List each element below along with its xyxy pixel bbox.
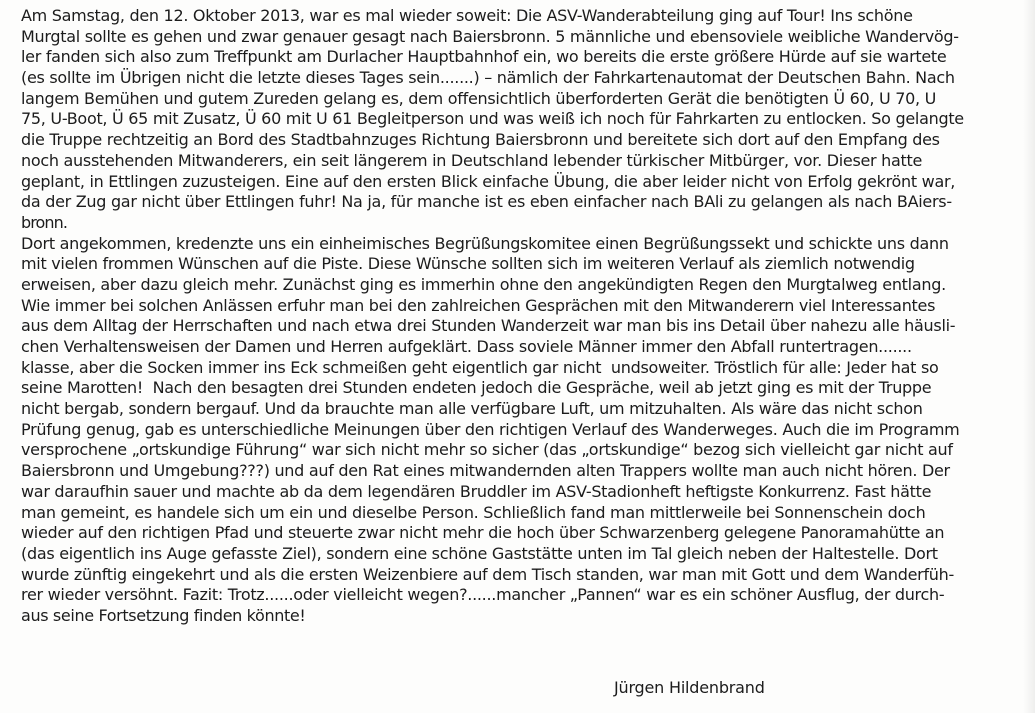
author-signature: Jürgen Hildenbrand <box>614 678 765 697</box>
article-line: Murgtal sollte es gehen und zwar genauer gesagt nach Baiersbronn. 5 männliche und ebensoviele weibliche Wandervög- <box>21 26 959 46</box>
article-line: versprochene „ortskundige Führung“ war sich nicht mehr so sicher (das „ortskundige“ bezog sich vielleicht gar nicht auf <box>21 440 953 460</box>
article-line: wurde zünftig eingekehrt und als die ersten Weizenbiere auf dem Tisch standen, war man mit Gott und dem Wanderfüh- <box>21 564 955 584</box>
article-line: erweisen, aber dazu gleich mehr. Zunächst ging es immerhin ohne den angekündigten Regen den Murgtalweg entlang. <box>21 274 946 294</box>
article-line: geplant, in Ettlingen zuzusteigen. Eine auf den ersten Blick einfache Übung, die aber leider nicht von Erfolg gekrönt war, <box>21 171 956 191</box>
article-line: (es sollte im Übrigen nicht die letzte dieses Tages sein.......) – nämlich der Fahrkartenautomat der Deutschen Bahn. Nach <box>21 68 955 88</box>
article-line: man gemeint, es handele sich um ein und dieselbe Person. Schließlich fand man mittlerweile bei Sonnenschein doch <box>21 502 926 522</box>
article-line: Dort angekommen, kredenzte uns ein einheimisches Begrüßungskomitee einen Begrüßungssekt und schickte uns dann <box>21 233 949 253</box>
article-line: die Truppe rechtzeitig an Bord des Stadtbahnzuges Richtung Baiersbronn und bereitete sich dort auf den Empfang des <box>21 130 940 150</box>
article-line: (das eigentlich ins Auge gefasste Ziel), sondern eine schöne Gaststätte unten im Tal gleich neben der Haltestelle. Dort <box>21 543 938 563</box>
article-line: bronn. <box>21 212 68 232</box>
article-line: nicht bergab, sondern bergauf. Und da brauchte man alle verfügbare Luft, um mitzuhalten. Als wäre das nicht schon <box>21 399 923 419</box>
article-line: klasse, aber die Socken immer ins Eck schmeißen geht eigentlich gar nicht undsoweiter. Tröstlich für alle: Jeder hat so <box>21 357 939 377</box>
article-line: chen Verhaltensweisen der Damen und Herren aufgeklärt. Dass soviele Männer immer den Abfall runtertragen....... <box>21 337 912 356</box>
article-line: Wie immer bei solchen Anlässen erfuhr man bei den zahlreichen Gesprächen mit den Mitwanderern viel Interessantes <box>21 295 936 315</box>
article-line: Am Samstag, den 12. Oktober 2013, war es mal wieder soweit: Die ASV-Wanderabteilung ging auf Tour! Ins schöne <box>21 6 913 25</box>
article-line: noch ausstehenden Mitwanderers, ein seit längerem in Deutschland lebender türkischer Mitbürger, vor. Dieser hatte <box>21 150 923 170</box>
article-line: mit vielen frommen Wünschen auf die Piste. Diese Wünsche sollten sich im weiteren Verlauf als ziemlich notwendig <box>21 254 915 274</box>
article-line: ler fanden sich also zum Treffpunkt am Durlacher Hauptbahnhof ein, wo bereits die erste größere Hürde auf sie wartete <box>21 47 947 67</box>
article-line: seine Marotten! Nach den besagten drei Stunden endeten jedoch die Gespräche, weil ab jetzt ging es mit der Truppe <box>21 378 932 398</box>
article-line: aus seine Fortsetzung finden könnte! <box>21 605 306 625</box>
article-line: da der Zug gar nicht über Ettlingen fuhr! Na ja, für manche ist es eben einfacher nach BAli zu gelangen als nach BAiers- <box>21 192 952 212</box>
article-line: aus dem Alltag der Herrschaften und nach etwa drei Stunden Wanderzeit war man bis ins Detail über nahezu alle häusli- <box>21 316 956 336</box>
article-line: Baiersbronn und Umgebung???) und auf den Rat eines mitwandernden alten Trappers wollte man auch nicht hören. Der <box>21 461 950 481</box>
page-edge-shadow <box>1023 0 1035 713</box>
article-line: war daraufhin sauer und machte ab da dem legendären Bruddler im ASV-Stadionheft heftigste Konkurrenz. Fast hätte <box>21 481 932 501</box>
article-line: langem Bemühen und gutem Zureden gelang es, dem offensichtlich überforderten Gerät die benötigten Ü 60, U 70, U <box>21 88 937 108</box>
article-body <box>21 6 1021 627</box>
article-line: wieder auf den richtigen Pfad und steuerte zwar nicht mehr die hoch über Schwarzenberg gelegene Panoramahütte an <box>21 523 945 543</box>
article-line: Prüfung genug, gab es unterschiedliche Meinungen über den richtigen Verlauf des Wanderweges. Auch die im Programm <box>21 419 960 439</box>
article-line: rer wieder versöhnt. Fazit: Trotz......oder vielleicht wegen?......mancher „Pannen“ war es ein schöner Ausflug, der durch- <box>21 585 945 605</box>
article-line: 75, U-Boot, Ü 65 mit Zusatz, Ü 60 mit U 61 Begleitperson und was weiß ich noch für Fahrkarten zu entlocken. So gelangte <box>21 109 964 129</box>
